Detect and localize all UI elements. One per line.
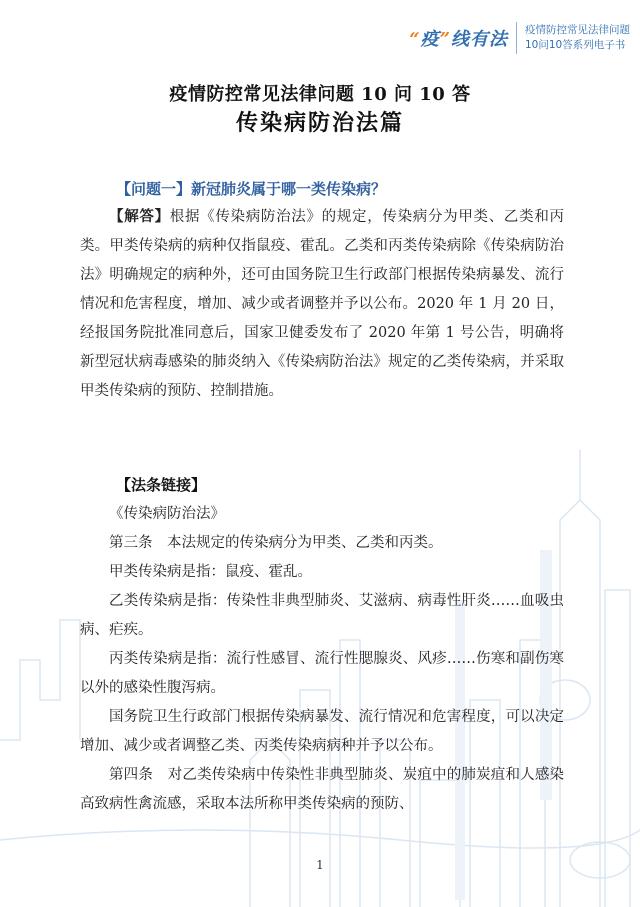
law-paragraph: 乙类传染病是指：传染性非典型肺炎、艾滋病、病毒性肝炎……血吸虫病、疟疾。 <box>80 593 564 638</box>
brand-logo-char: 疫 <box>420 29 440 50</box>
answer-section <box>80 202 564 406</box>
law-paragraph: 丙类传染病是指：流行性感冒、流行性腮腺炎、风疹……伤寒和副伤寒以外的感染性腹泻病。 <box>80 651 564 696</box>
brand-logo-open-quote: “ <box>409 29 421 50</box>
law-links-heading: 【法条链接】 <box>116 476 207 494</box>
brand-header <box>409 18 630 58</box>
law-paragraph: 甲类传染病是指：鼠疫、霍乱。 <box>109 564 312 580</box>
brand-logo-close-quote: ” <box>439 29 451 50</box>
brand-subtitle <box>525 23 630 53</box>
answer-label: 【解答】 <box>109 208 170 225</box>
page-number: 1 <box>316 858 324 872</box>
brand-subtitle-line2: 10问10答系列电子书 <box>525 39 626 51</box>
brand-divider <box>516 22 517 54</box>
brand-logo <box>409 25 508 51</box>
law-paragraph: 第四条 对乙类传染病中传染性非典型肺炎、炭疽中的肺炭疽和人感染高致病性禽流感，采取本法所称甲类传染病的预防、 <box>80 767 564 812</box>
law-paragraph: 《传染病防治法》 <box>109 506 225 522</box>
law-paragraph: 国务院卫生行政部门根据传染病暴发、流行情况和危害程度，可以决定增加、减少或者调整乙类、丙类传染病病种并予以公布。 <box>80 709 564 754</box>
answer-text: 根据《传染病防治法》的规定，传染病分为甲类、乙类和丙类。甲类传染病的病种仅指鼠疫、霍乱。乙类和丙类传染病除《传染病防治法》明确规定的病种外，还可由国务院卫生行政部门根据传染病暴发、流行情况和危害程度，增加、减少或者调整并予以公布。2020 年 1 月 20 日，经报国务院批准同意后，国家卫健委发布了 2020 年第 1 号公告，明确将新型冠状病毒感染的肺炎纳入《传染病防治法》规定的乙类传染病，并采取甲类传染病的预防、控制措施。 <box>80 209 565 399</box>
law-links-section <box>80 500 564 819</box>
brand-logo-rest: 线有法 <box>451 29 508 50</box>
question-heading: 【问题一】新冠肺炎属于哪一类传染病？ <box>116 180 387 198</box>
law-paragraph: 第三条 本法规定的传染病分为甲类、乙类和丙类。 <box>109 535 443 551</box>
document-subtitle: 传染病防治法篇 <box>235 110 404 136</box>
document-title: 疫情防控常见法律问题 10 问 10 答 <box>169 84 471 105</box>
answer-paragraph <box>80 202 564 406</box>
brand-subtitle-line1: 疫情防控常见法律问题 <box>525 24 630 36</box>
